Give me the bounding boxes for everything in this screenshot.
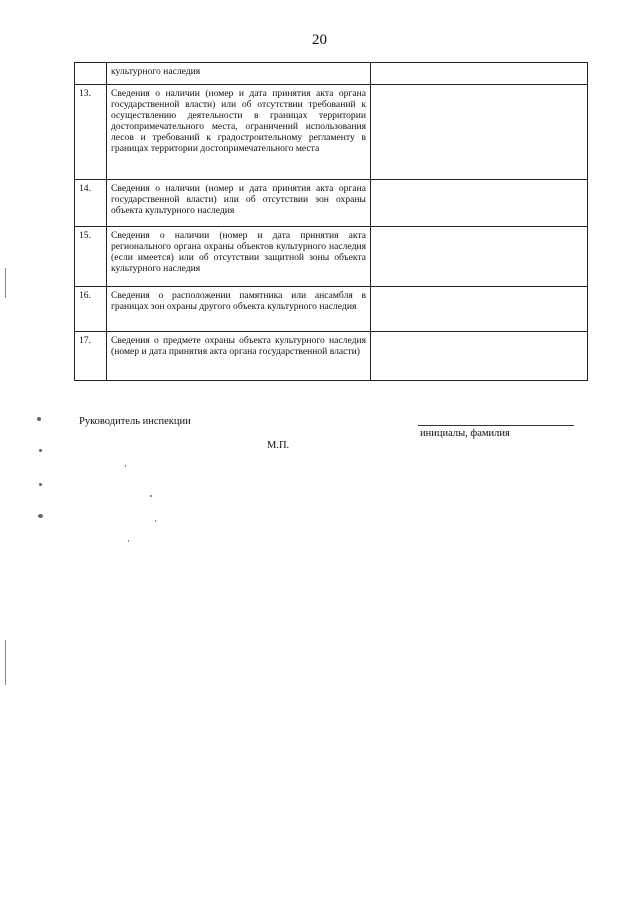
row-description: культурного наследия xyxy=(107,63,371,85)
signature-caption: инициалы, фамилия xyxy=(420,428,510,439)
scan-dot xyxy=(39,449,42,452)
row-description: Сведения о расположении памятника или ансамбля в границах зон охраны другого объекта культурного наследия xyxy=(107,287,371,332)
table-row xyxy=(75,332,588,381)
row-number xyxy=(75,63,107,85)
page-number: 20 xyxy=(312,32,327,48)
row-description: Сведения о наличии (номер и дата принятия акта регионального органа охраны объектов культурного наследия (если имеется) или об отсутствии защитной зоны объекта культурного наследия xyxy=(107,227,371,287)
scan-dot xyxy=(38,514,43,518)
signature-line xyxy=(418,425,574,426)
scan-dot xyxy=(128,540,129,542)
signer-title: Руководитель инспекции xyxy=(79,416,191,427)
row-description: Сведения о наличии (номер и дата принятия акта органа государственной власти) или об отсутствии зон охраны объекта культурного наследия xyxy=(107,180,371,227)
row-value xyxy=(371,287,588,332)
scan-edge-mark xyxy=(5,640,6,685)
scan-dot xyxy=(39,483,42,486)
row-value xyxy=(371,63,588,85)
row-value xyxy=(371,332,588,381)
row-value xyxy=(371,180,588,227)
row-number: 15. xyxy=(75,227,107,287)
row-number: 14. xyxy=(75,180,107,227)
table-row xyxy=(75,85,588,180)
stamp-placeholder: М.П. xyxy=(267,440,290,451)
row-description: Сведения о наличии (номер и дата принятия акта органа государственной власти) или об отсутствии требований к осуществлению деятельности в границах территории достопримечательного места, ограничений использования лесов и требований к градостроительному регламенту в границах территории достопримечательного места xyxy=(107,85,371,180)
table-row xyxy=(75,227,588,287)
scan-edge-mark xyxy=(5,268,6,298)
row-number: 13. xyxy=(75,85,107,180)
scan-dot xyxy=(125,465,126,467)
scan-dot xyxy=(150,495,152,497)
row-description: Сведения о предмете охраны объекта культурного наследия (номер и дата принятия акта органа государственной власти) xyxy=(107,332,371,381)
scan-dot xyxy=(37,417,41,421)
row-value xyxy=(371,227,588,287)
scan-dot xyxy=(155,520,156,522)
table-row xyxy=(75,180,588,227)
row-number: 16. xyxy=(75,287,107,332)
row-number: 17. xyxy=(75,332,107,381)
information-table xyxy=(74,62,588,381)
table-row xyxy=(75,287,588,332)
table-row xyxy=(75,63,588,85)
row-value xyxy=(371,85,588,180)
